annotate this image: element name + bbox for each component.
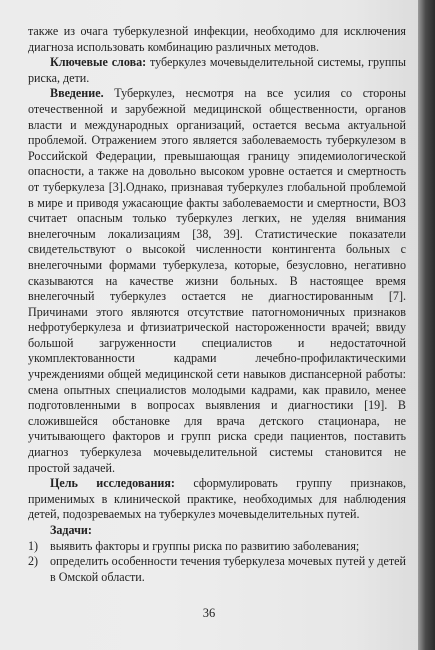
introduction-label: Введение. [50,86,104,101]
page-text [28,24,406,585]
introduction-text: Туберкулез, несмотря на все усилия со стороны отечественной и зарубежной медицинской общественности, органов власти и международных организаций, остается весьма актуальной проблемой. Отражением этого является заболеваемость туберкулезом в Российской Федерации, превышающая границу эпидемиологической опасности, а также на довольно высоком уровне остается и смертность от туберкулеза [3].Однако, признавая туберкулез глобальной проблемой в мире и приводя ужасающие факты заболеваемости и смертности, ВОЗ считает опасным только туберкулез легких, не уделяя внимания внелегочным локализациям [38, 39]. Статистические показатели свидетельствуют о высокой численности контингента больных с внелегочными формами туберкулеза, которые, безусловно, негативно сказываются на качестве жизни больных. В настоящее время внелегочный туберкулез остается не диагностированным [7]. Причинами этого являются отсутствие патогномоничных признаков нефротуберкулеза и фтизиатрической настороженности врачей; ввиду большой загруженности специалистов и недостаточной укомплектованности кадрами лечебно-профилактическими учреждениями общей медицинской сети навыков диспансерной работы: смена опытных специалистов молодыми кадрами, как правило, менее подготовленными в вопросах выявления и диагностики [19]. В сложившейся обстановке для врача детского стационара, не учитывающего факторов и групп риска среди пациентов, поставить диагноз туберкулеза мочевыделительной системы становится не простой задачей. [28,86,406,475]
tasks-heading [28,523,406,539]
list-item-number: 1) [28,538,39,553]
tasks-list [28,539,406,586]
list-item [28,539,406,555]
keywords-paragraph [28,55,406,86]
list-item-text: определить особенности течения туберкулеза мочевых путей у детей в Омской области. [50,554,407,584]
aim-text: сформулировать группу признаков, применимых в клинической практике, необходимых для наблюдения детей, подозреваемых на туберкулез мочевыделительных путей. [28,476,407,522]
page-edge-shadow [418,0,435,650]
opening-paragraph: также из очага туберкулезной инфекции, необходимо для исключения диагноза использовать комбинацию различных методов. [28,24,406,54]
aim-paragraph [28,476,406,523]
list-item [28,554,406,585]
list-item-text: выявить факторы и группы риска по развитию заболевания; [50,538,360,553]
introduction-paragraph [28,86,406,476]
tasks-label: Задачи: [50,523,92,537]
list-item-number: 2) [28,554,39,569]
page-number: 36 [202,606,216,620]
keywords-text: туберкулез мочевыделительной системы, группы риска, дети. [28,55,406,85]
aim-label: Цель исследования: [50,476,175,491]
keywords-label: Ключевые слова: [50,55,147,70]
